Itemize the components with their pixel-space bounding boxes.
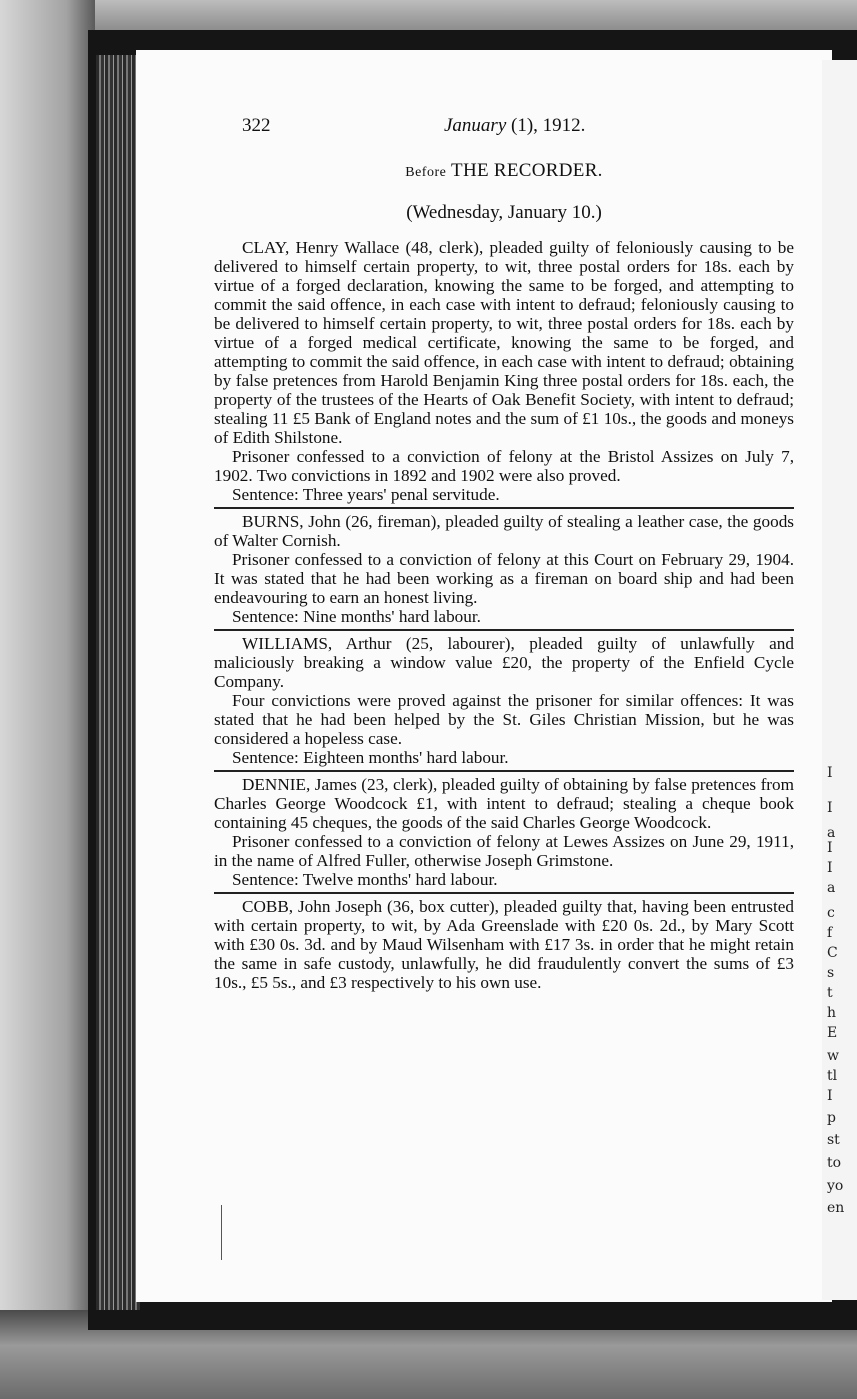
adjacent-fragment: h (827, 1005, 837, 1021)
adjacent-fragment: en (827, 1200, 845, 1216)
adjacent-fragment: I (827, 765, 833, 781)
case-paragraph: BURNS, John (26, fireman), pleaded guilty of stealing a leather case, the goods of Walter Cornish. (214, 512, 794, 550)
adjacent-fragment: I (827, 840, 833, 856)
page-text (214, 110, 794, 992)
case-paragraph: Prisoner confessed to a conviction of felony at the Bristol Assizes on July 7, 1902. Two convictions in 1892 and 1902 were also proved. (214, 447, 794, 485)
scan-background-left (0, 0, 95, 1399)
page-number: 322 (242, 115, 271, 136)
case-entry-cobb (214, 897, 794, 992)
case-entry-clay (214, 238, 794, 504)
header-date-rest: (1), 1912. (506, 115, 586, 136)
sentence-line: Sentence: Twelve months' hard labour. (232, 870, 498, 889)
header-date (444, 116, 585, 135)
sentence-line: Sentence: Eighteen months' hard labour. (232, 748, 509, 767)
sitting-date: (Wednesday, January 10.) (406, 202, 602, 223)
case-paragraph: Four convictions were proved against the prisoner for similar offences: It was stated that he had been helped by the St. Giles Christian Mission, but he was considered a hopeless case. (214, 691, 794, 748)
sentence-line: Sentence: Nine months' hard labour. (232, 607, 481, 626)
page-edges (96, 55, 140, 1310)
court-heading-rest: THE RECORDER. (446, 160, 603, 181)
adjacent-fragment: f (827, 925, 833, 941)
adjacent-fragment: I (827, 1088, 833, 1104)
case-divider (214, 507, 794, 509)
adjacent-fragment: to (827, 1155, 842, 1171)
adjacent-fragment: tl (827, 1068, 838, 1084)
adjacent-page-edge (822, 60, 857, 1300)
adjacent-fragment: a (827, 880, 836, 896)
case-paragraph: Prisoner confessed to a conviction of felony at this Court on February 29, 1904. It was stated that he had been working as a fireman on board ship and had been endeavouring to earn an honest living. (214, 550, 794, 607)
margin-mark (221, 1205, 222, 1260)
case-entry-williams (214, 634, 794, 767)
running-header (214, 110, 794, 134)
case-entry-dennie (214, 775, 794, 889)
adjacent-fragment: a (827, 825, 836, 841)
sentence-line: Sentence: Three years' penal servitude. (232, 485, 500, 504)
case-divider (214, 629, 794, 631)
adjacent-fragment: w (827, 1048, 839, 1064)
adjacent-fragment: t (827, 985, 833, 1001)
adjacent-fragment: I (827, 800, 833, 816)
adjacent-fragment: s (827, 965, 835, 981)
case-paragraph: Prisoner confessed to a conviction of felony at Lewes Assizes on June 29, 1911, in the name of Alfred Fuller, otherwise Joseph Grimstone. (214, 832, 794, 870)
court-heading (214, 161, 794, 182)
case-paragraph: DENNIE, James (23, clerk), pleaded guilty of obtaining by false pretences from Charles George Woodcock £1, with intent to defraud; stealing a cheque book containing 45 cheques, the goods of the said Charles George Woodcock. (214, 775, 794, 832)
court-heading-prefix: Before (405, 165, 447, 180)
adjacent-fragment: I (827, 860, 833, 876)
case-entry-burns (214, 512, 794, 626)
adjacent-fragment: C (827, 945, 838, 961)
adjacent-fragment: yo (827, 1178, 844, 1194)
case-paragraph: CLAY, Henry Wallace (48, clerk), pleaded guilty of feloniously causing to be delivered to himself certain property, to wit, three postal orders for 18s. each by virtue of a forged declaration, knowing the same to be forged, and attempting to commit the said offence, in each case with intent to defraud; feloniously causing to be delivered to himself certain property, to wit, three postal orders for 18s. each by virtue of a forged medical certificate, knowing the same to be forged, and attempting to commit the said offence, in each case with intent to defraud; obtaining by false pretences from Harold Benjamin King three postal orders for 18s. each, the property of the trustees of the Hearts of Oak Benefit Society, with intent to defraud; stealing 11 £5 Bank of England notes and the sum of £1 10s., the goods and moneys of Edith Shilstone. (214, 238, 794, 447)
case-divider (214, 770, 794, 772)
header-month: January (444, 115, 507, 136)
case-paragraph: COBB, John Joseph (36, box cutter), pleaded guilty that, having been entrusted with certain property, to wit, by Ada Greenslade with £20 0s. 2d., by Mary Scott with £30 0s. 3d. and by Maud Wilsenham with £17 3s. in order that he might retain the same in safe custody, unlawfully, he did fraudulently convert the sums of £3 10s., £5 5s., and £3 respectively to his own use. (214, 897, 794, 992)
case-divider (214, 892, 794, 894)
adjacent-fragment: p (827, 1110, 836, 1126)
adjacent-fragment: st (827, 1132, 840, 1148)
adjacent-fragment: E (827, 1025, 838, 1041)
case-paragraph: WILLIAMS, Arthur (25, labourer), pleaded guilty of unlawfully and maliciously breaking a window value £20, the property of the Enfield Cycle Company. (214, 634, 794, 691)
adjacent-fragment: c (827, 905, 835, 921)
